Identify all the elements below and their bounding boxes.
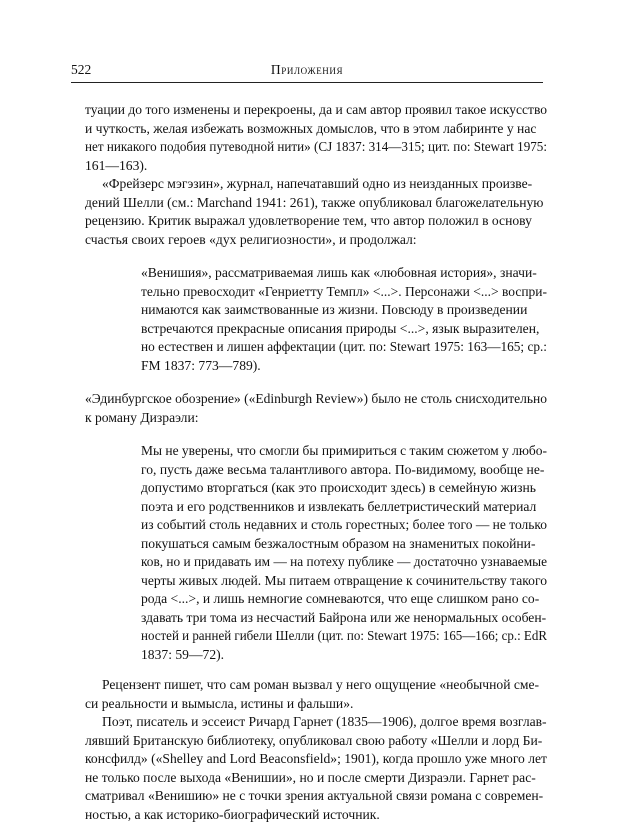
- text-line: «Эдинбургское обозрение» («Edinburgh Review») было не столь снисходительно: [85, 390, 547, 409]
- quote-line: из событий столь недавних и столь горестных; более того — не только: [85, 516, 547, 535]
- paragraph-garnett: [85, 713, 547, 824]
- running-title: Приложения: [71, 62, 543, 78]
- quote-line: черты живых людей. Мы питаем отвращение к сочинительству такого: [85, 572, 547, 591]
- text-line: си реальности и вымысла, истины и фальши».: [85, 695, 547, 714]
- quote-line: ностей и ранней гибели Шелли (цит. по: Stewart 1975: 165—166; ср.: EdR: [85, 627, 547, 646]
- text-line: дений Шелли (см.: Marchand 1941: 261), также опубликовал благожелательную: [85, 194, 547, 213]
- quote-line: 1837: 59—72).: [85, 646, 547, 665]
- quote-line: Мы не уверены, что смогли бы примириться с таким сюжетом у любо-: [85, 442, 547, 461]
- header-rule: [71, 82, 543, 83]
- paragraph-continuation: [85, 101, 547, 175]
- quote-line: «Венишия», рассматриваемая лишь как «любовная история», значи-: [85, 264, 547, 283]
- page-body: [85, 101, 547, 824]
- quote-line: встречаются прекрасные описания природы <...>, язык выразителен,: [85, 320, 547, 339]
- paragraph-reviewer: [85, 676, 547, 713]
- quote-line: рода <...>, и лишь немногие сомневаются, что еще слишком рано со-: [85, 590, 547, 609]
- quote-line: но естествен и лишен аффектации (цит. по: Stewart 1975: 163—165; ср.:: [85, 338, 547, 357]
- block-quote-venetia: [85, 264, 547, 375]
- text-line: не только после выхода «Венишии», но и после смерти Дизраэли. Гарнет рас-: [85, 769, 547, 788]
- quote-line: тельно превосходит «Генриетту Темпл» <...>. Персонажи <...> воспри-: [85, 283, 547, 302]
- text-line: и чуткость, желая избежать возможных домыслов, что в этом лабиринте у нас: [85, 120, 547, 139]
- text-line: консфилд» («Shelley and Lord Beaconsfield»; 1901), когда прошло уже много лет: [85, 750, 547, 769]
- text-line: ностью, а как историко-биографический источник.: [85, 806, 547, 824]
- quote-line: здавать три тома из несчастий Байрона или же ненормальных особен-: [85, 609, 547, 628]
- quote-line: FM 1837: 773—789).: [85, 357, 547, 376]
- text-line: туации до того изменены и перекроены, да и сам автор проявил такое искусство: [85, 101, 547, 120]
- paragraph-edinburgh-review: [85, 390, 547, 427]
- quote-line: го, пусть даже весьма талантливого автора. По-видимому, вообще не-: [85, 461, 547, 480]
- quote-line: допустимо вторгаться (как это происходит здесь) в семейную жизнь: [85, 479, 547, 498]
- text-line: счастья своих героев «дух религиозности», и продолжал:: [85, 231, 547, 250]
- quote-line: нимаются как заимствованные из жизни. Повсюду в произведении: [85, 301, 547, 320]
- text-line: к роману Дизраэли:: [85, 409, 547, 428]
- text-line: сматривал «Венишию» не с точки зрения актуальной связи романа с современ-: [85, 787, 547, 806]
- paragraph-fraser-magazine: [85, 175, 547, 249]
- text-line: Рецензент пишет, что сам роман вызвал у него ощущение «необычной сме-: [85, 676, 547, 695]
- text-line: лявший Британскую библиотеку, опубликовал свою работу «Шелли и лорд Би-: [85, 732, 547, 751]
- text-line: Поэт, писатель и эссеист Ричард Гарнет (1835—1906), долгое время возглав-: [85, 713, 547, 732]
- page-number: 522: [71, 62, 91, 78]
- page-header: [71, 62, 543, 82]
- text-line: нет никакого подобия путеводной нити» (CJ 1837: 314—315; цит. по: Stewart 1975:: [85, 138, 547, 157]
- quote-line: поэта и его родственников и извлекать беллетристический материал: [85, 498, 547, 517]
- quote-line: ков, но и придавать им — на потеху публике — достаточно узнаваемые: [85, 553, 547, 572]
- text-line: 161—163).: [85, 157, 547, 176]
- text-line: «Фрейзерс мэгэзин», журнал, напечатавший одно из неизданных произве-: [85, 175, 547, 194]
- block-quote-edinburgh: [85, 442, 547, 664]
- quote-line: покушаться самым безжалостным образом на знаменитых покойни-: [85, 535, 547, 554]
- text-line: рецензию. Критик выражал удовлетворение тем, что автор положил в основу: [85, 212, 547, 231]
